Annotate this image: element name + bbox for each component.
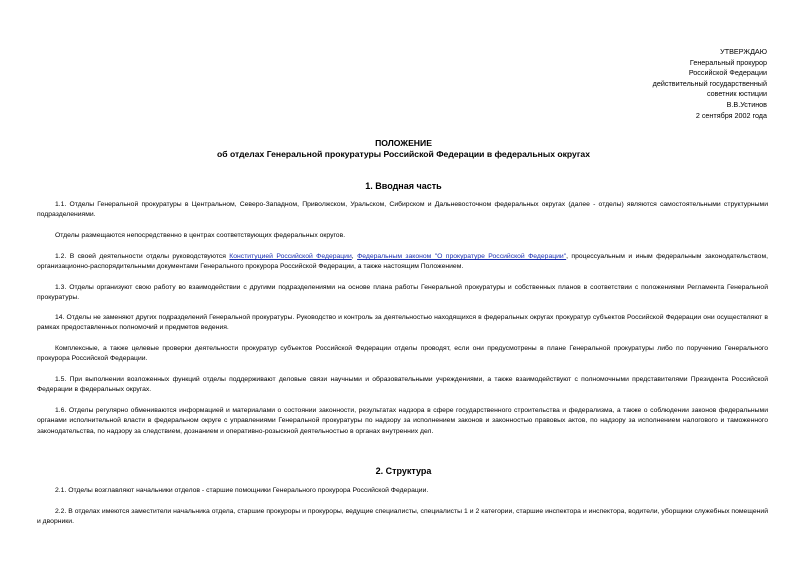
paragraph-1-1: 1.1. Отделы Генеральной прокуратуры в Центральном, Северо-Западном, Приволжском, Уральском, Сибирском и Дальневосточном федеральных округах (далее - отделы) являются самостоятельными структурными подразделениями.: [37, 201, 768, 219]
approval-country: Российской Федерации: [688, 68, 767, 78]
paragraph-1-2: [37, 252, 768, 273]
paragraph-2-2: 2.2. В отделах имеются заместители начальника отдела, старшие прокуроры и прокуроры, ведущие специалисты, специалисты 1 и 2 категории, старшие инспектора и инспектора, водители, уборщики служебных помещений и дворники.: [37, 508, 768, 526]
title-main: ПОЛОЖЕНИЕ: [375, 138, 432, 148]
section-heading-structure: 2. Структура: [375, 466, 432, 476]
paragraph-1-4: 14. Отделы не заменяют других подразделений Генеральной прокуратуры. Руководство и контроль за деятельностью находящихся в федеральных округах прокуратур субъектов Российской Федерации они осуществляют в рамках предоставленных полномочий и предметов ведения.: [37, 314, 768, 332]
approval-signatory: В.В.Устинов: [726, 99, 767, 109]
paragraph-1-2-start: 1.2. В своей деятельности отделы руководствуются: [55, 253, 230, 260]
title-subtitle: об отделах Генеральной прокуратуры Российской Федерации в федеральных округах: [217, 149, 590, 159]
document-title: [0, 138, 807, 160]
approval-position: Генеральный прокурор: [689, 57, 767, 67]
section-heading-intro: 1. Вводная часть: [365, 181, 442, 191]
approval-heading: УТВЕРЖДАЮ: [720, 47, 767, 56]
approval-rank-2: советник юстиции: [706, 89, 767, 99]
paragraph-1-6: 1.6. Отделы регулярно обмениваются информацией и материалами о состоянии законности, результатах надзора в сфере государственного строительства и федерализма, а также о соблюдении законов федеральными органами исполнительной власти в федеральном округе с управлениями Генеральной прокуратуры по надзору за исполнением законов и законностью правовых актов, по надзору за исполнением налогового и таможенного законодательства, по надзору за следствием, дознанием и оперативно-розыскной деятельностью в органах внутренних дел.: [37, 407, 768, 435]
paragraph-1-2-separator: ,: [351, 253, 358, 260]
paragraph-1-5: 1.5. При выполнении возложенных функций отделы поддерживают деловые связи научными и образовательными учреждениями, а также взаимодействуют с полномочными представителями Президента Российской Федерации в федеральных округах.: [37, 376, 768, 394]
paragraph-1-4-checks: Комплексные, а также целевые проверки деятельности прокуратур субъектов Российской Федерации отделы проводят, если они предусмотрены в плане Генеральной прокуратуры либо по поручению Генерального прокурора Российской Федерации.: [37, 345, 768, 363]
constitution-link[interactable]: Конституцией Российской Федерации: [229, 253, 352, 260]
approval-date: 2 сентября 2002 года: [695, 110, 767, 120]
prosecution-law-link[interactable]: Федеральным законом "О прокуратуре Российской Федерации": [357, 253, 567, 260]
paragraph-1-1-location: Отделы размещаются непосредственно в центрах соответствующих федеральных округов.: [55, 232, 346, 239]
paragraph-1-2-end: , процессуальным и иным федеральным законодательством, организационно-распорядительными документами Генерального прокурора Российской Федерации, а также настоящим Положением.: [37, 253, 769, 271]
paragraph-2-1: 2.1. Отделы возглавляют начальники отделов - старшие помощники Генерального прокурора Российской Федерации.: [55, 487, 429, 494]
approval-block: [653, 47, 767, 121]
approval-rank: действительный государственный: [652, 78, 767, 88]
paragraph-1-3: 1.3. Отделы организуют свою работу во взаимодействии с другими подразделениями на основе плана работы Генеральной прокуратуры и собственных планов в соответствии с положениями Регламента Генеральной прокуратуры.: [37, 284, 768, 302]
